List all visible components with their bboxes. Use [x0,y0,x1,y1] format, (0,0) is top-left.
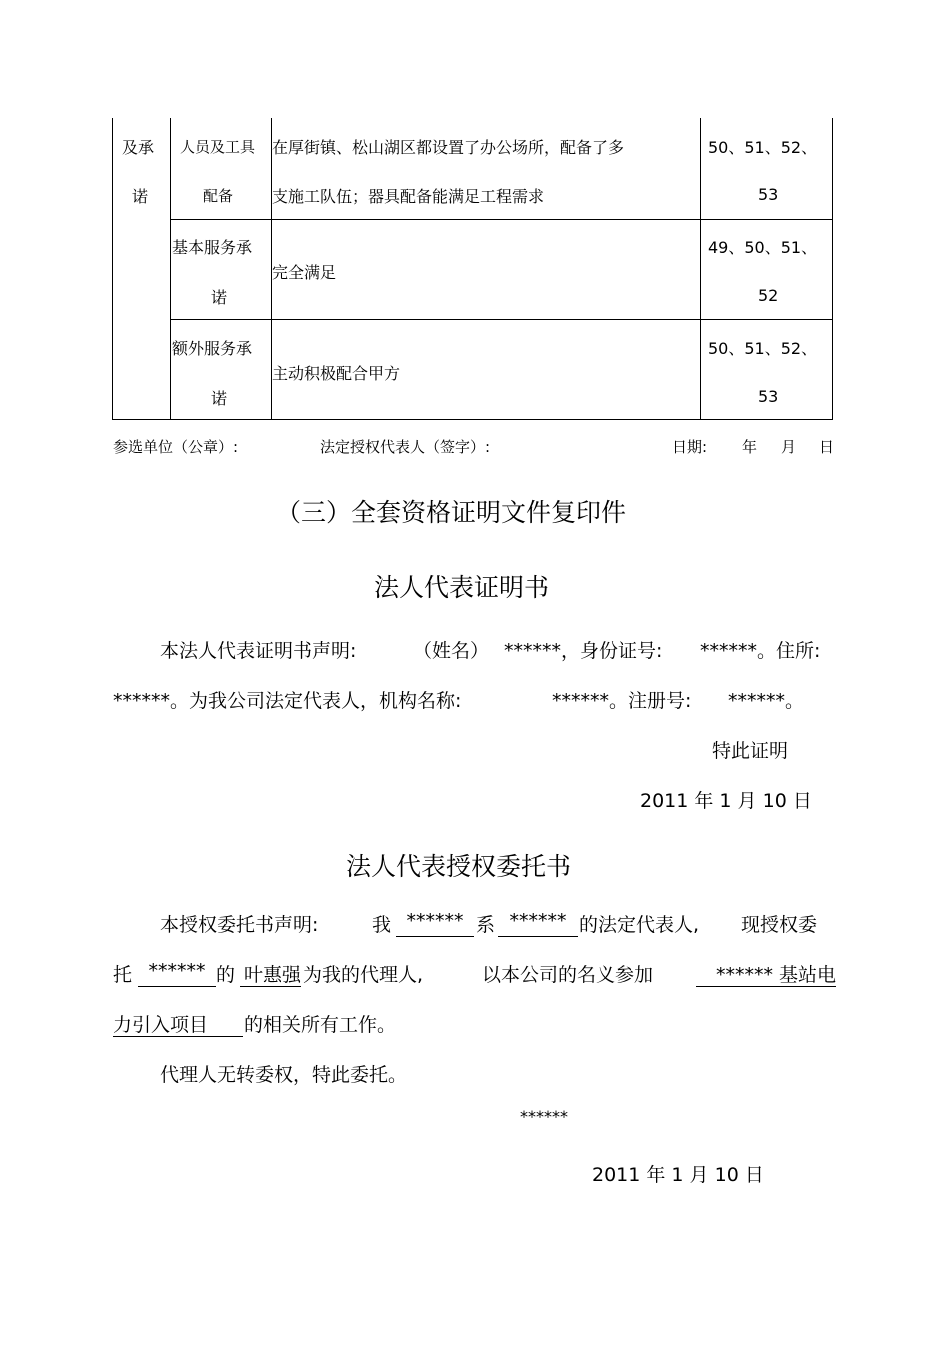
auth-title: 法人代表授权委托书 [346,852,572,881]
auth-line2-e: 为我的代理人, [303,964,424,986]
table-row2-pages-line1: 49、50、51、 [708,238,818,257]
section-title: （三）全套资格证明文件复印件 [276,498,627,527]
auth-line1-d: 系 [476,914,496,936]
cert-line1-a: 本法人代表证明书声明: [160,640,357,662]
table-row-divider-1 [170,219,833,220]
table-category-label-line2: 诺 [132,187,149,206]
cert-line2-b: ******。注册号: [552,690,692,712]
table-category-label-line1: 及承 [122,138,155,157]
auth-line1-b: 我 [372,914,392,936]
table-row1-pages-line2: 53 [758,185,779,204]
table-row2-desc: 完全满足 [272,263,337,282]
auth-line1-f: 的法定代表人, [579,914,700,936]
cert-closing: 特此证明 [712,740,789,762]
table-row1-desc-line1: 在厚街镇、松山湖区都设置了办公场所，配备了多 [272,138,625,157]
table-row1-pages-line1: 50、51、52、 [708,138,818,157]
auth-org-blank: ****** [138,960,216,987]
auth-line2-f: 以本公司的名义参加 [482,964,654,986]
table-row3-item-line2: 诺 [211,389,228,408]
auth-date: 2011 年 1 月 10 日 [592,1164,764,1186]
table-row3-desc: 主动积极配合甲方 [272,364,401,383]
cert-line1-b: （姓名） [413,640,490,662]
auth-project-blank-part1: ****** 基站电 [696,960,836,987]
cert-line1-d: ******。住所: [700,640,821,662]
auth-line4: 代理人无转委权，特此委托。 [160,1064,408,1086]
auth-agent-name: 叶惠强 [240,960,301,987]
auth-line1-a: 本授权委托书声明: [160,914,319,936]
auth-line2-a: 托 [113,964,133,986]
cert-line1-c: ******，身份证号: [504,640,663,662]
footer-date-label: 日期: [672,438,708,456]
table-row1-item-line1: 人员及工具 [180,138,256,156]
table-row2-item-line1: 基本服务承 [172,238,253,257]
auth-person-blank: ****** [396,910,474,937]
auth-project-blank-part2: 力引入项目 [113,1010,243,1037]
cert-line2-c: ******。 [728,690,805,712]
auth-line2-c: 的 [216,964,236,986]
commitment-table [112,118,833,420]
table-border-left [112,118,113,420]
table-row1-desc-line2: 支施工队伍；器具配备能满足工程需求 [272,187,545,206]
footer-rep-label: 法定授权代表人（签字）: [320,438,491,456]
auth-line1-g: 现授权委 [741,914,818,936]
cert-title: 法人代表证明书 [374,573,550,602]
table-row3-pages-line2: 53 [758,387,779,406]
table-row2-item-line2: 诺 [211,288,228,307]
auth-line3-b: 的相关所有工作。 [244,1014,397,1036]
auth-signer: ****** [520,1107,568,1126]
table-row2-pages-line2: 52 [758,286,779,305]
table-col-divider-1 [170,118,171,420]
table-row1-item-line2: 配备 [203,187,234,205]
cert-date: 2011 年 1 月 10 日 [640,790,812,812]
cert-line2-a: ******。为我公司法定代表人，机构名称: [113,690,462,712]
table-col-divider-3 [700,118,701,420]
table-row3-item-line1: 额外服务承 [172,339,253,358]
footer-unit-label: 参选单位（公章）: [113,438,239,456]
table-row3-pages-line1: 50、51、52、 [708,339,818,358]
auth-company-blank: ****** [498,910,578,937]
table-row-divider-2 [170,319,833,320]
footer-year: 年 [742,438,758,456]
table-border-bottom [112,419,833,420]
footer-day: 日 [819,438,835,456]
table-border-right [832,118,833,420]
footer-month: 月 [781,438,797,456]
